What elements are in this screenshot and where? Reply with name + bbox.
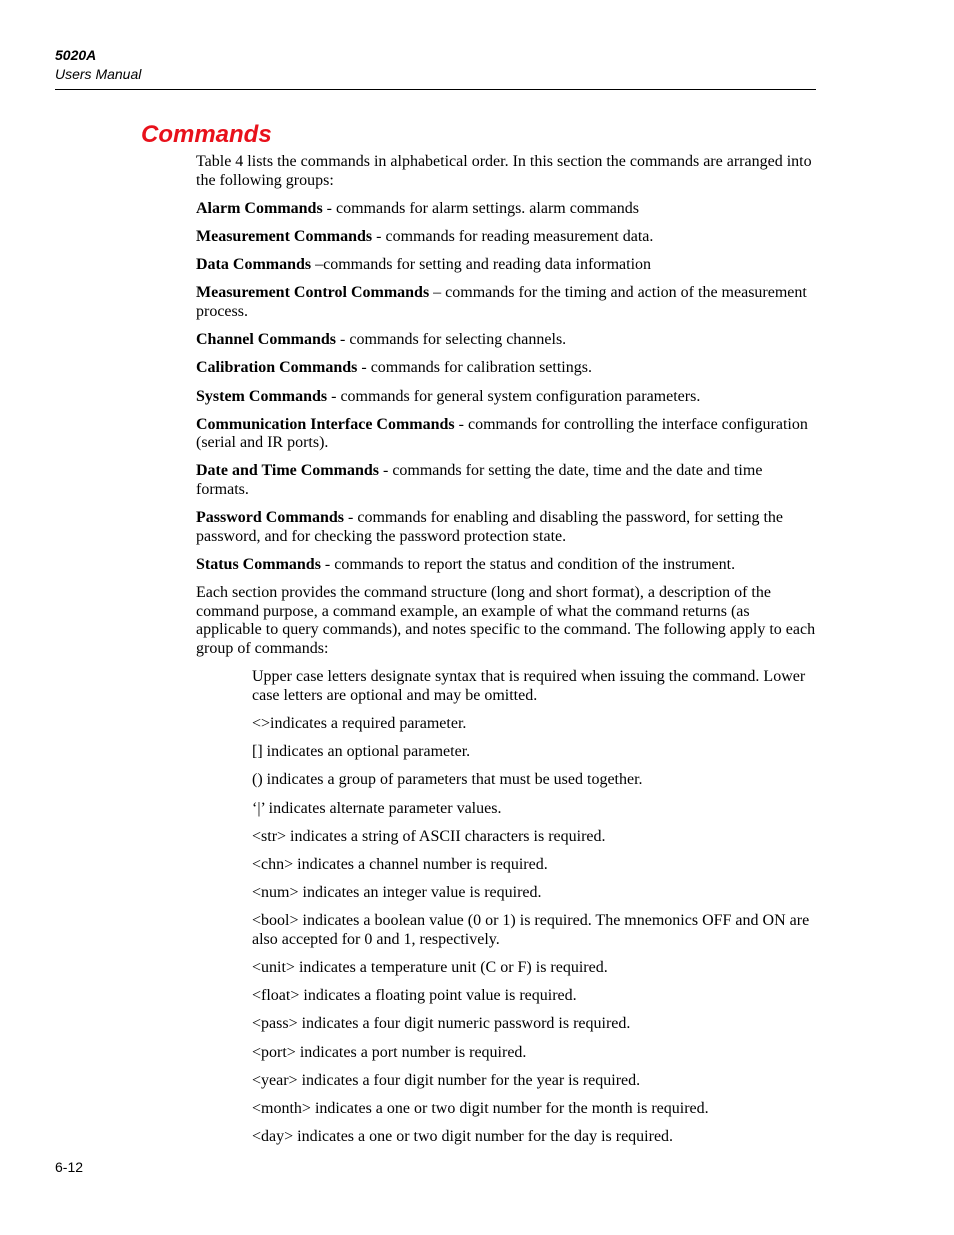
syntax-note: <bool> indicates a boolean value (0 or 1) is required. The mnemonics OFF and ON are also accepted for 0 and 1, respectively. bbox=[252, 912, 810, 948]
group-password bbox=[196, 509, 816, 546]
group-desc: - commands for alarm settings. alarm commands bbox=[322, 199, 640, 217]
group-desc: - commands to report the status and condition of the instrument. bbox=[320, 556, 736, 574]
group-desc: - commands for general system configuration parameters. bbox=[327, 387, 701, 405]
group-name: Communication Interface Commands bbox=[196, 415, 455, 433]
group-name: Calibration Commands bbox=[196, 359, 358, 377]
group-alarm bbox=[196, 200, 816, 219]
group-calibration bbox=[196, 359, 816, 378]
group-desc: - commands for reading measurement data. bbox=[372, 227, 654, 245]
group-desc: - commands for selecting channels. bbox=[336, 331, 567, 349]
group-system bbox=[196, 388, 816, 407]
group-communication-interface bbox=[196, 416, 816, 453]
syntax-note: <str> indicates a string of ASCII characters is required. bbox=[252, 827, 606, 845]
group-desc: –commands for setting and reading data information bbox=[311, 256, 652, 274]
manual-title: Users Manual bbox=[55, 66, 142, 82]
group-name: Date and Time Commands bbox=[196, 462, 379, 480]
group-name: Password Commands bbox=[196, 509, 345, 527]
group-name: System Commands bbox=[196, 387, 328, 405]
syntax-notes-list bbox=[252, 668, 816, 1147]
syntax-note: [] indicates an optional parameter. bbox=[252, 743, 471, 761]
group-data bbox=[196, 256, 816, 275]
syntax-note: <unit> indicates a temperature unit (C or F) is required. bbox=[252, 959, 608, 977]
summary-paragraph: Each section provides the command structure (long and short format), a description of the command purpose, a command example, an example of what the command returns (as applicable to query commands), and notes specific to the command. The following apply to each group of commands: bbox=[196, 584, 816, 657]
group-name: Status Commands bbox=[196, 556, 321, 574]
syntax-note: ‘|’ indicates alternate parameter values. bbox=[252, 799, 502, 817]
group-desc: – commands for the timing and action of the measurement process. bbox=[196, 284, 807, 320]
group-status bbox=[196, 556, 816, 575]
syntax-note: <day> indicates a one or two digit number for the day is required. bbox=[252, 1128, 674, 1146]
group-desc: - commands for enabling and disabling the password, for setting the password, and for checking the password protection state. bbox=[196, 509, 784, 545]
syntax-note: <year> indicates a four digit number for the year is required. bbox=[252, 1071, 641, 1089]
syntax-note: <port> indicates a port number is required. bbox=[252, 1043, 527, 1061]
syntax-note: () indicates a group of parameters that must be used together. bbox=[252, 771, 643, 789]
group-name: Measurement Commands bbox=[196, 227, 373, 245]
group-name: Channel Commands bbox=[196, 331, 337, 349]
syntax-note: <float> indicates a floating point value is required. bbox=[252, 987, 577, 1005]
page-header bbox=[55, 47, 816, 83]
page-number: 6-12 bbox=[55, 1159, 84, 1175]
group-desc: - commands for setting the date, time and the date and time formats. bbox=[196, 462, 763, 499]
syntax-note: <pass> indicates a four digit numeric password is required. bbox=[252, 1015, 631, 1033]
group-date-time bbox=[196, 462, 816, 499]
syntax-note: Upper case letters designate syntax that is required when issuing the command. Lower case letters are optional and may be omitted. bbox=[252, 668, 806, 704]
group-name: Data Commands bbox=[196, 256, 312, 274]
group-desc: - commands for calibration settings. bbox=[357, 359, 592, 377]
group-measurement-control bbox=[196, 284, 816, 321]
syntax-note: <>indicates a required parameter. bbox=[252, 714, 467, 732]
page-body bbox=[196, 153, 816, 1156]
section-title: Commands bbox=[141, 121, 272, 148]
intro-paragraph: Table 4 lists the commands in alphabetical order. In this section the commands are arranged into the following groups: bbox=[196, 153, 812, 189]
model-name: 5020A bbox=[55, 47, 97, 63]
group-measurement bbox=[196, 228, 816, 247]
group-name: Measurement Control Commands bbox=[196, 284, 430, 302]
header-divider bbox=[55, 89, 816, 90]
syntax-note: <chn> indicates a channel number is required. bbox=[252, 855, 548, 873]
group-desc: - commands for controlling the interface configuration (serial and IR ports). bbox=[196, 415, 808, 452]
group-channel bbox=[196, 331, 816, 350]
group-name: Alarm Commands bbox=[196, 199, 323, 217]
syntax-note: <num> indicates an integer value is required. bbox=[252, 884, 542, 902]
syntax-note: <month> indicates a one or two digit number for the month is required. bbox=[252, 1100, 709, 1117]
